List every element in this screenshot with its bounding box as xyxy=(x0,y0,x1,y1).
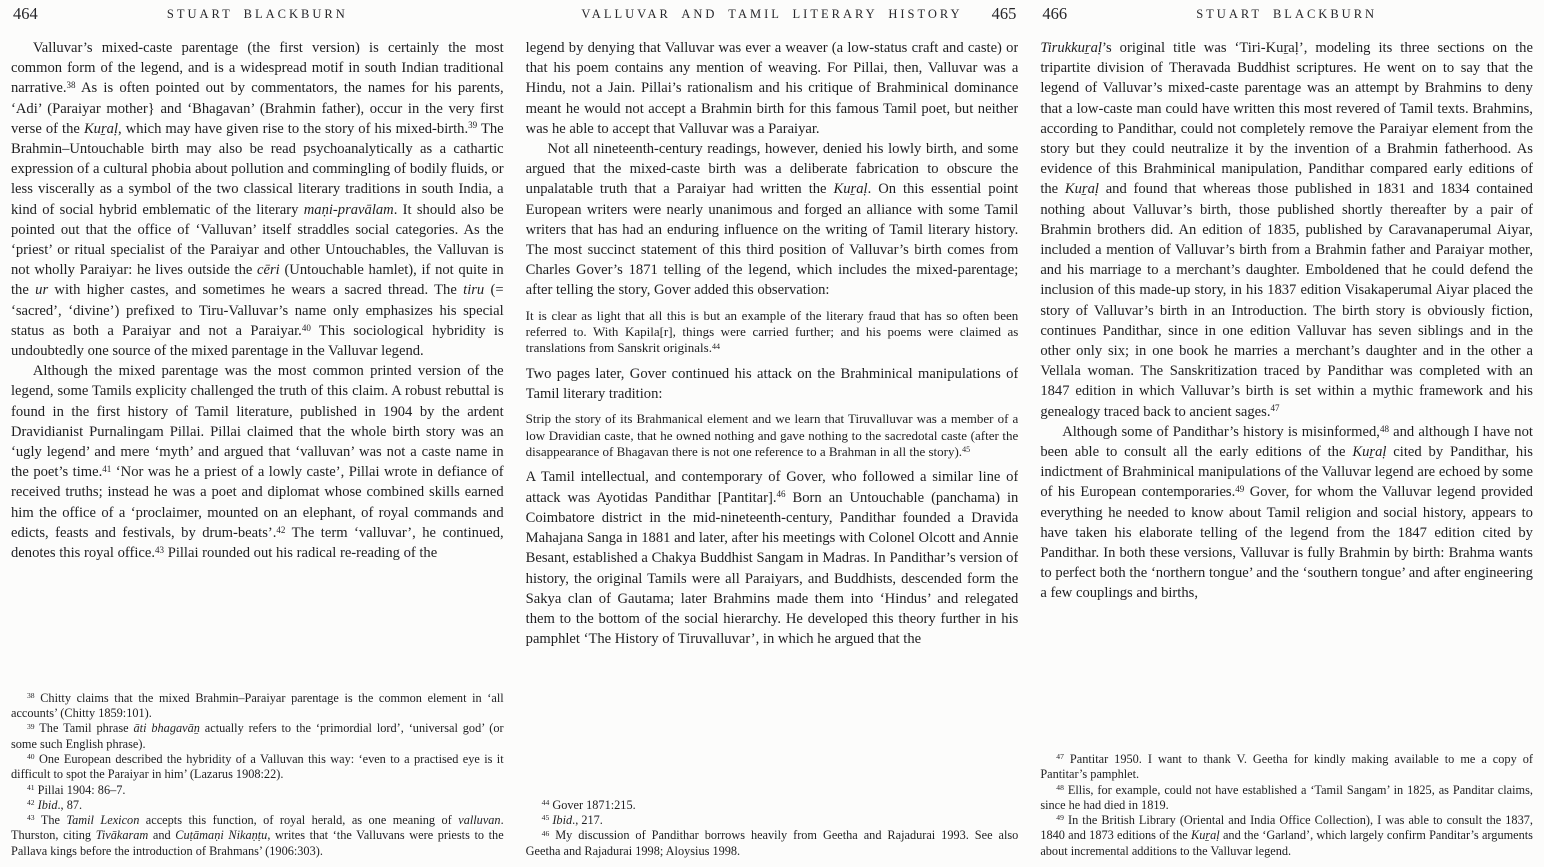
text-run: and the ‘Garland’, which largely confirm Panditar’s arguments about incremental additions to the Valluvar legend. xyxy=(1040,828,1533,858)
italic-text: Kuṟaḷ xyxy=(833,181,868,198)
text-run: ., 87. xyxy=(57,797,83,812)
text-run: with higher castes, and sometimes he wears a sacred thread. The xyxy=(48,282,464,299)
footnote-number: 49 xyxy=(1056,813,1064,823)
page-header xyxy=(526,4,1019,26)
italic-text: Kuṟaḷ xyxy=(1191,828,1220,843)
footnote-ref: 47 xyxy=(1270,403,1280,414)
footnote xyxy=(526,828,1019,859)
italic-text: Kuṟaḷ xyxy=(83,120,118,137)
footnote-ref: 40 xyxy=(301,322,311,333)
text-run: Chitty claims that the mixed Brahmin–Paraiyar parentage is the common element in ‘all accounts’ (Chitty 1859:101). xyxy=(11,690,504,721)
italic-text: cēri xyxy=(257,262,280,279)
text-run: actually refers to the ‘primordial lord’, ‘universal god’ (or some such English phrase). xyxy=(11,721,504,751)
running-head-title: VALLUVAR AND TAMIL LITERARY HISTORY xyxy=(581,7,963,21)
text-run: Gover, for whom the Valluvar legend provided everything he needed to know about Tamil religion and social history, appears to have taken his elaborate telling of the legend from the 1847 edition cited by Pandithar. In both these versions, Valluvar is fully Brahmin by birth: Brahma wants to perfect both the ‘northern tongue’ and the ‘southern tongue’ and after engineering a few couplings and births, xyxy=(1040,484,1533,602)
footnotes-section xyxy=(1040,748,1533,859)
text-run: ‘Nor was he a priest of a lowly caste’, Pillai wrote in defiance of received truths; instead he was a poet and diplomat whose combined skills earned him the office of a ‘proclaimer, mounted on an elephant, of royal commands and edicts, feasts and festivals, by drum-beats’. xyxy=(11,464,504,541)
footnote xyxy=(526,798,1019,813)
text-run: Although the mixed parentage was the most common printed version of the legend, some Tamils explicity challenged the truth of this claim. A robust rebuttal is found in the first history of Tamil literature, published in 1904 by the ardent Dravidianist Purnalingam Pillai. Pillai claimed that the whole birth story was an ‘ugly legend’ and mere ‘myth’ and argued that ‘valluvan’ was not a caste name in the poet’s time. xyxy=(11,363,504,481)
footnotes-section xyxy=(11,687,504,859)
footnote-ref: 38 xyxy=(66,80,76,91)
footnote-ref: 49 xyxy=(1235,484,1245,495)
footnote xyxy=(1040,752,1533,783)
footnote xyxy=(1040,813,1533,859)
text-run: As is often pointed out by commentators, the names for his parents, ‘Adi’ (Paraiyar mother} and ‘Bhagavan’ (Brahmin father), occur in the very first verse of the xyxy=(11,80,504,137)
italic-text: āti bhagavāṉ xyxy=(133,721,200,736)
footnote-ref: 46 xyxy=(776,489,786,500)
text-run: . Thurston, citing xyxy=(11,813,504,843)
footnote xyxy=(11,813,504,859)
footnote xyxy=(1040,783,1533,814)
text-run: Pantitar 1950. I want to thank V. Geetha for kindly making available to me a copy of Pantitar’s pamphlet. xyxy=(1040,751,1533,782)
footnote-ref: 39 xyxy=(468,120,478,131)
italic-text: Tirukkuṟaḷ xyxy=(1040,40,1102,56)
text-run: Pillai rounded out his radical re-reading of the xyxy=(164,545,438,562)
footnote-number: 45 xyxy=(541,813,550,823)
text-run: Pillai 1904: 86–7. xyxy=(37,782,126,797)
footnote-number: 38 xyxy=(26,691,35,701)
footnotes-section xyxy=(526,794,1019,859)
italic-text: valluvan xyxy=(458,813,501,828)
text-run: . On this essential point European writers were nearly unanimous and forged an alliance with some Tamil writers that has had an enduring influence on the writing of Tamil literary history. The most succinct statement of this third position of Valluvar’s birth comes from Charles Gover’s 1871 telling of the legend, which includes the mixed-parentage; after telling the story, Gover added this observation: xyxy=(525,181,1019,299)
page-number-left: 466 xyxy=(1042,4,1068,23)
italic-text: Kuṟaḷ xyxy=(1064,181,1099,198)
footnote xyxy=(11,798,504,813)
text-run: and found that whereas those published in 1831 and 1834 contained nothing about Valluvar’s birth, those published shortly thereafter by a pair of Brahmin brothers did. An edition of 1835, published by Caravanaperumal Aiyar, included a mention of Valluvar’s birth from a Brahmin father and Paraiyar mother, and his marriage to a merchant’s daughter. Emboldened that he could defend the inclusion of this made-up story, in his 1837 edition Visakaperumal Aiyar placed the story of Valluvar’s birth in an Introduction. The birth story is obviously fiction, continues Pandithar, since in one edition Valluvar has seven siblings and in the other only six; in one book he marries a merchant’s daughter and in the other a Vellala woman. The Sanskritization traced by Pandithar was completed with an 1847 edition in which Valluvar’s birth is set within a mythic framework and his genealogy traced back to ancient sages. xyxy=(1040,181,1533,420)
text-run: Two pages later, Gover continued his attack on the Brahminical manipulations of Tamil literary tradition: xyxy=(525,365,1019,403)
text-run: Gover 1871:215. xyxy=(552,797,636,812)
text-run: (Untouchable hamlet), if not quite in the xyxy=(11,262,504,299)
footnote-ref: 48 xyxy=(1379,423,1389,434)
footnote-number: 43 xyxy=(26,813,35,823)
text-run: ., 217. xyxy=(572,813,603,828)
text-run: Strip the story of its Brahmanical element and we learn that Tiruvalluvar was a member of a low Dravidian caste, that he owned nothing and gave nothing to the sacredotal caste (after the disappearance of Bhagavan there is not one reference to a Brahman in all the story). xyxy=(525,411,1019,460)
footnote xyxy=(11,752,504,783)
footnote-number: 44 xyxy=(541,798,550,808)
text-run: legend by denying that Valluvar was ever a weaver (a low-status craft and caste) or that his poem contains any mention of weaving. For Pillai, then, Valluvar was a Hindu, not a Jain. Pillai’s rationalism and his critique of Brahminical dominance meant he would not accept a Brahmin birth for this famous Tamil poet, but neither was he able to accept that Valluvar was a Paraiyar. xyxy=(525,40,1019,137)
text-run: ’s original title was ‘Tiri-Kuṟaḷ’, modeling its three sections on the tripartite division of Theravada Buddhist scriptures. He went on to say that the legend of Valluvar’s mixed-caste parentage was an attempt by Brahmins to deny that a low-caste man could have written this most revered of Tamil texts. Brahmins, according to Pandithar, could not completely remove the Paraiyar element from the story but they could neutralize it by the invention of a Brahmin fatherhood. As evidence of this Brahminical manipulation, Pandithar compared early editions of the xyxy=(1040,40,1533,198)
text-run: It is clear as light that all this is but an example of the literary fraud that has so often been referred to. With Kapila[r], things were carried further; and his poems were claimed as translations from Sanskrit originals. xyxy=(525,307,1019,356)
page-number-left: 464 xyxy=(13,4,38,23)
text-run: and although I have not been able to consult all the early editions of the xyxy=(1040,423,1533,461)
italic-text: Tivākaram xyxy=(95,828,149,843)
italic-text: Kuṟaḷ xyxy=(1352,444,1387,461)
page-body xyxy=(11,38,504,687)
paragraph xyxy=(526,38,1019,139)
paragraph xyxy=(526,364,1019,404)
text-run: One European described the hybridity of a Valluvan this way: ‘even to a practised eye is it difficult to spot the Paraiyar in him’ (Lazarus 1908:22). xyxy=(11,751,504,782)
text-run: The Tamil phrase xyxy=(39,721,134,736)
page-466 xyxy=(1029,0,1544,867)
page-465 xyxy=(515,0,1030,867)
text-run: Ellis, for example, could not have established a ‘Tamil Sangam’ in 1825, as Panditar claims, since he had died in 1819. xyxy=(1040,782,1533,812)
text-run: Born an Untouchable (panchama) in Coimbatore district in the mid-nineteenth-century, Pandithar founded a Dravida Mahajana Sanga in 1881 and later, after his meetings with Colonel Olcott and Annie Besant, established a Chakya Buddhist Sangam in Madras. In Pandithar’s version of history, the original Tamils were all Paraiyars, and Buddhists, descended form the Sakya clan of Gautama; later Brahmins made them into ‘Hindus’ and relegated them to the bottom of the social hierarchy. He developed this theory further in his pamphlet ‘The History of Tiruvalluvar’, in which he argued that the xyxy=(525,489,1019,648)
footnote-number: 41 xyxy=(26,782,35,792)
footnote-ref: 41 xyxy=(102,463,112,474)
page-number-right: 465 xyxy=(991,4,1017,23)
italic-text: Ibid xyxy=(37,797,58,812)
paragraph xyxy=(1040,38,1533,422)
page-464 xyxy=(0,0,515,867)
footnote xyxy=(11,691,504,722)
block-quote xyxy=(526,308,1019,357)
running-head-title: STUART BLACKBURN xyxy=(166,7,348,21)
text-run: This sociological hybridity is undoubtedly one source of the mixed parentage in the Valluvar legend. xyxy=(11,322,504,360)
footnote-number: 47 xyxy=(1056,752,1064,762)
page-header xyxy=(1040,4,1533,26)
paragraph xyxy=(526,467,1019,649)
footnote-ref: 42 xyxy=(276,524,286,535)
italic-text: Ibid xyxy=(552,813,573,828)
footnote-ref: 44 xyxy=(711,341,721,351)
paragraph xyxy=(11,38,504,361)
text-run: Although some of Pandithar’s history is misinformed, xyxy=(1062,423,1380,440)
italic-text: Cuṭāmaṇi Nikaṇṭu xyxy=(175,828,268,843)
text-run: The term ‘valluvar’, he continued, denotes this royal office. xyxy=(11,524,504,562)
footnote-number: 42 xyxy=(26,798,35,808)
footnote-number: 46 xyxy=(541,828,550,838)
italic-text: tiru xyxy=(463,282,485,299)
footnote-ref: 45 xyxy=(962,445,971,455)
text-run: The Brahmin–Untouchable birth may also be read psychoanalytically as a cathartic expression of a cultural phobia about pollution and commingling of bodily fluids, or less viscerally as a symbol of the two classical literary traditions in south India, a kind of social hybrid emblematic of the literary xyxy=(11,120,504,218)
text-run: . It should also be pointed out that the office of ‘Valluvan’ itself straddles social categories. As the ‘priest’ or ritual specialist of the Paraiyar and other Untouchables, the Valluvan is not wholly Paraiyar: he lives outside the xyxy=(11,201,504,279)
text-run: (= ‘sacred’, ‘divine’) prefixed to Tiru-Valluvar’s name only emphasizes his special status as both a Paraiyar and not a Paraiyar. xyxy=(11,282,504,339)
footnote-ref: 43 xyxy=(155,544,165,555)
paragraph xyxy=(11,361,504,563)
page-header xyxy=(11,4,504,26)
italic-text: maṇi-pravālam xyxy=(303,201,394,218)
page-body xyxy=(526,38,1019,794)
text-run: , writes that ‘the Valluvans were priests to the Pallava kings before the introduction of Brahmans’ (1906:303). xyxy=(11,828,504,858)
paragraph xyxy=(526,139,1019,301)
footnote-number: 48 xyxy=(1056,782,1064,792)
text-run: Not all nineteenth-century readings, however, denied his lowly birth, and some argued that the mixed-caste birth was a deliberate fabrication to obscure the unpalatable truth that a Paraiyar had written the xyxy=(525,141,1019,198)
footnote-number: 39 xyxy=(26,721,35,731)
footnote-number: 40 xyxy=(26,752,35,762)
text-run: In the British Library (Oriental and India Office Collection), I was able to consult the 1837, 1840 and 1873 editions of the xyxy=(1040,813,1533,843)
footnote xyxy=(11,721,504,752)
text-run: Valluvar’s mixed-caste parentage (the first version) is certainly the most common form of the legend, and is a widespread motif in south Indian traditional narrative. xyxy=(11,40,504,97)
text-run: , which may have given rise to the story of his mixed-birth. xyxy=(118,120,469,137)
italic-text: ur xyxy=(35,282,49,299)
text-run: accepts this function, of royal herald, as one meaning of xyxy=(139,813,459,828)
paragraph xyxy=(1040,422,1533,604)
footnote xyxy=(526,813,1019,828)
text-run: and xyxy=(148,828,176,843)
text-run: The xyxy=(40,813,67,828)
page-body xyxy=(1040,38,1533,748)
text-run: cited by Pandithar, his indictment of Brahminical manipulations of the Valluvar legend are echoed by some of his European contemporaries. xyxy=(1040,444,1533,501)
italic-text: Tamil Lexicon xyxy=(66,813,140,828)
text-run: A Tamil intellectual, and contemporary of Gover, who followed a similar line of attack was Ayotidas Pandithar [Pantitar]. xyxy=(525,469,1019,506)
running-head-title: STUART BLACKBURN xyxy=(1196,7,1378,21)
text-run: My discussion of Pandithar borrows heavily from Geetha and Rajadurai 1993. See also Geetha and Rajadurai 1998; Aloysius 1998. xyxy=(525,828,1019,858)
footnote xyxy=(11,783,504,798)
block-quote xyxy=(526,411,1019,460)
